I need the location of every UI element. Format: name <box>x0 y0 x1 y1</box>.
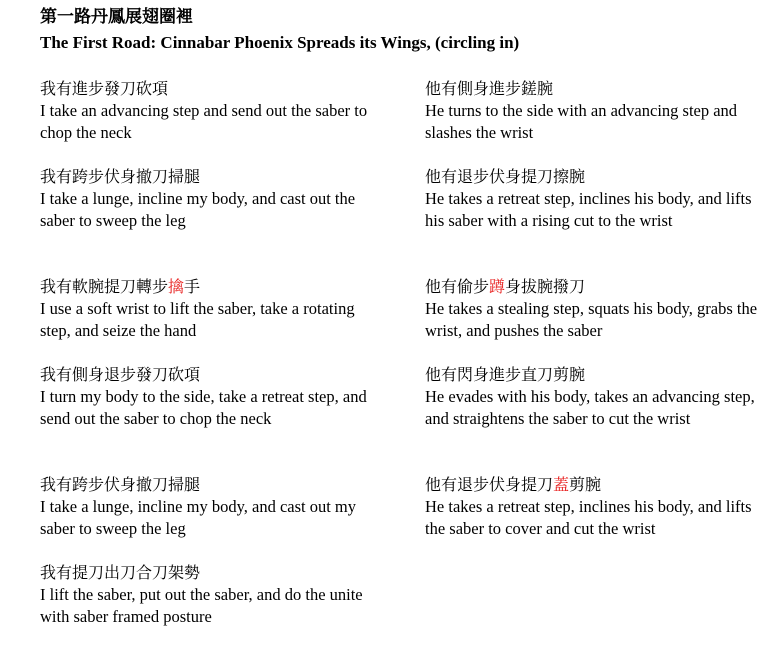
verse-right-5 <box>425 474 760 539</box>
verse-english: I take a lunge, incline my body, and cast out my saber to sweep the leg <box>40 497 357 538</box>
verse-chinese: 他有退步伏身提刀蓋剪腕 <box>425 475 602 494</box>
verse-chinese: 他有側身進步鎈腕 <box>425 79 554 98</box>
verse-chinese: 他有退步伏身提刀擦腕 <box>425 167 586 186</box>
highlighted-character: 擒 <box>168 277 185 296</box>
verse-right-1 <box>425 78 760 143</box>
verse-chinese: 我有進步發刀砍項 <box>40 79 169 98</box>
verse-english: He evades with his body, takes an advancing step, and straightens the saber to cut the wrist <box>425 387 755 428</box>
verse-chinese: 我有跨步伏身撤刀掃腿 <box>40 475 201 494</box>
verse-english: I use a soft wrist to lift the saber, take a rotating step, and seize the hand <box>40 299 355 340</box>
verse-right-4 <box>425 364 760 429</box>
verse-english: He takes a stealing step, squats his body, grabs the wrist, and pushes the saber <box>425 299 758 340</box>
verse-english: He turns to the side with an advancing step and slashes the wrist <box>425 101 738 142</box>
verse-english: I take an advancing step and send out the saber to chop the neck <box>40 101 368 142</box>
page-title-chinese: 第一路丹鳳展翅圈裡 <box>40 7 193 27</box>
verse-left-5 <box>40 474 375 539</box>
verse-english: I lift the saber, put out the saber, and do the unite with saber framed posture <box>40 585 363 626</box>
verse-chinese: 我有跨步伏身撤刀掃腿 <box>40 167 201 186</box>
verse-chinese: 我有側身退步發刀砍項 <box>40 365 201 384</box>
verse-right-3 <box>425 276 760 341</box>
highlighted-character: 蓋 <box>553 475 570 494</box>
verse-left-4 <box>40 364 375 429</box>
verse-left-2 <box>40 166 375 231</box>
verse-chinese: 他有偷步蹲身拔腕撥刀 <box>425 277 586 296</box>
verse-english: He takes a retreat step, inclines his body, and lifts his saber with a rising cut to the wrist <box>425 189 752 230</box>
verse-chinese: 我有提刀出刀合刀架勢 <box>40 563 201 582</box>
verse-left-6 <box>40 562 375 627</box>
verse-chinese: 他有閃身進步直刀剪腕 <box>425 365 586 384</box>
highlighted-character: 蹲 <box>489 277 506 296</box>
verse-chinese: 我有軟腕提刀轉步擒手 <box>40 277 201 296</box>
verse-left-1 <box>40 78 375 143</box>
verse-left-3 <box>40 276 375 341</box>
verse-english: He takes a retreat step, inclines his body, and lifts the saber to cover and cut the wrist <box>425 497 752 538</box>
verse-english: I take a lunge, incline my body, and cast out the saber to sweep the leg <box>40 189 356 230</box>
verse-right-2 <box>425 166 760 231</box>
page-title-english: The First Road: Cinnabar Phoenix Spreads its Wings, (circling in) <box>40 33 520 52</box>
verse-english: I turn my body to the side, take a retreat step, and send out the saber to chop the neck <box>40 387 367 428</box>
